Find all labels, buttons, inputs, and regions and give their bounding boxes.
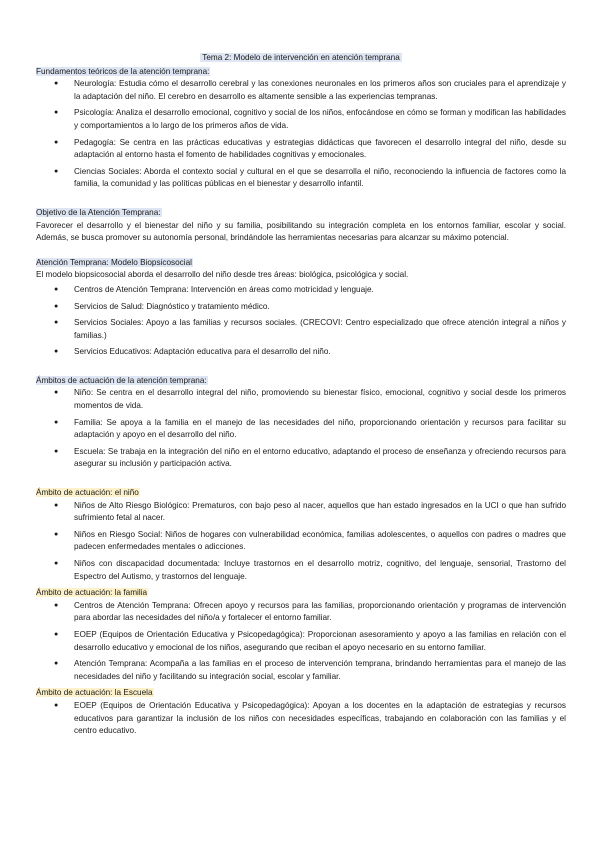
- list-item: ● Pedagogía: Se centra en las prácticas educativas y estrategias didácticas que favorecen el desarrollo integral del niño, desde su adaptación al entorno hasta el fomento de habilidades cognitivas y emocionales.: [36, 137, 566, 162]
- list-item: ● Niños en Riesgo Social: Niños de hogares con vulnerabilidad económica, familias adolescentes, o aquellos con padres o madres que padecen enfermedades mentales o adicciones.: [36, 529, 566, 554]
- list-item: ● Ciencias Sociales: Aborda el contexto social y cultural en el que se desarrolla el niño, reconociendo la influencia de factores como la familia, la comunidad y las políticas públicas en el bienestar y desarrollo infantil.: [36, 166, 566, 191]
- section-heading-ambitos: Ámbitos de actuación de la atención temprana:: [36, 375, 207, 385]
- list-fundamentos: [36, 78, 566, 191]
- paragraph-biopsicosocial: El modelo biopsicosocial aborda el desarrollo del niño desde tres áreas: biológica, psicológica y social.: [36, 270, 409, 280]
- list-item: ● Niño: Se centra en el desarrollo integral del niño, promoviendo su bienestar físico, emocional, cognitivo y social desde los primeros momentos de vida.: [36, 387, 566, 412]
- list-item: ● Escuela: Se trabaja en la integración del niño en el entorno educativo, adaptando el proceso de enseñanza y ofreciendo recursos para asegurar su inclusión y participación activa.: [36, 446, 566, 471]
- list-item: ● Neurología: Estudia cómo el desarrollo cerebral y las conexiones neuronales en los primeros años son cruciales para el aprendizaje y la adaptación del niño. El cerebro en desarrollo es altamente sensible a las experiencias tempranas.: [36, 78, 566, 103]
- section-heading-biopsicosocial: Atención Temprana: Modelo Biopsicosocial: [36, 257, 192, 267]
- list-item: ● Niños de Alto Riesgo Biológico: Prematuros, con bajo peso al nacer, aquellos que han estado ingresados en la UCI o que han sufrido sufrimiento fetal al nacer.: [36, 500, 566, 525]
- list-item: ● Psicología: Analiza el desarrollo emocional, cognitivo y social de los niños, enfocándose en cómo se forman y modifican las habilidades y comportamientos a lo largo de los primeros años de vida.: [36, 107, 566, 132]
- list-item: ● Servicios de Salud: Diagnóstico y tratamiento médico.: [36, 301, 566, 314]
- list-escuela: [36, 700, 566, 738]
- paragraph-objetivo: Favorecer el desarrollo y el bienestar del niño y su familia, posibilitando su integración completa en los entornos familiar, escolar y social. Además, se busca promover su autonomía personal, brindándole las herramientas necesarias para alcanzar su máximo potencial.: [36, 220, 566, 243]
- list-item: ● Servicios Sociales: Apoyo a las familias y recursos sociales. (CRECOVI: Centro especializado que ofrece atención integral a niños y familias.): [36, 317, 566, 342]
- section-heading-nino: Ámbito de actuación: el niño: [36, 488, 139, 498]
- list-item: ● Centros de Atención Temprana: Ofrecen apoyo y recursos para las familias, proporcionando orientación y programas de intervención para abordar las necesidades del niño/a y fortalecer el entorno familiar.: [36, 600, 566, 625]
- list-item: ● Servicios Educativos: Adaptación educativa para el desarrollo del niño.: [36, 346, 566, 359]
- list-item: ● Familia: Se apoya a la familia en el manejo de las necesidades del niño, proporcionando orientación y recursos para facilitar su adaptación y apoyo en el desarrollo del niño.: [36, 417, 566, 442]
- section-heading-objetivo: Objetivo de la Atención Temprana:: [36, 207, 161, 217]
- list-item: ● Atención Temprana: Acompaña a las familias en el proceso de intervención temprana, brindando herramientas para el manejo de las necesidades del niño y facilitando su integración social, escolar y familiar.: [36, 658, 566, 683]
- list-item: ● EOEP (Equipos de Orientación Educativa y Psicopedagógica): Apoyan a los docentes en la adaptación de estrategias y recursos educativos para garantizar la inclusión de los niños con necesidades específicas, trabajando en colaboración con las familias y el centro educativo.: [36, 700, 566, 738]
- list-familia: [36, 600, 566, 684]
- list-item: ● EOEP (Equipos de Orientación Educativa y Psicopedagógica): Proporcionan asesoramiento y apoyo a las familias en relación con el desarrollo educativo y emocional de los niños, asegurando que reciban el apoyo necesario en su entorno familiar.: [36, 629, 566, 654]
- list-item: ● Centros de Atención Temprana: Intervención en áreas como motricidad y lenguaje.: [36, 284, 566, 297]
- document-page: [36, 52, 566, 742]
- document-title: Tema 2: Modelo de intervención en atención temprana: [202, 53, 400, 62]
- section-heading-escuela: Ámbito de actuación: la Escuela: [36, 688, 153, 698]
- list-biopsicosocial: [36, 284, 566, 359]
- section-heading-fundamentos: Fundamentos teóricos de la atención temprana:: [36, 66, 210, 76]
- list-item: ● Niños con discapacidad documentada: Incluye trastornos en el desarrollo motriz, cognitivo, del lenguaje, sensorial, Trastorno del Espectro del Autismo, y trastornos del lenguaje.: [36, 558, 566, 583]
- section-heading-familia: Ámbito de actuación: la familia: [36, 588, 148, 598]
- list-ambitos: [36, 387, 566, 471]
- list-nino: [36, 500, 566, 584]
